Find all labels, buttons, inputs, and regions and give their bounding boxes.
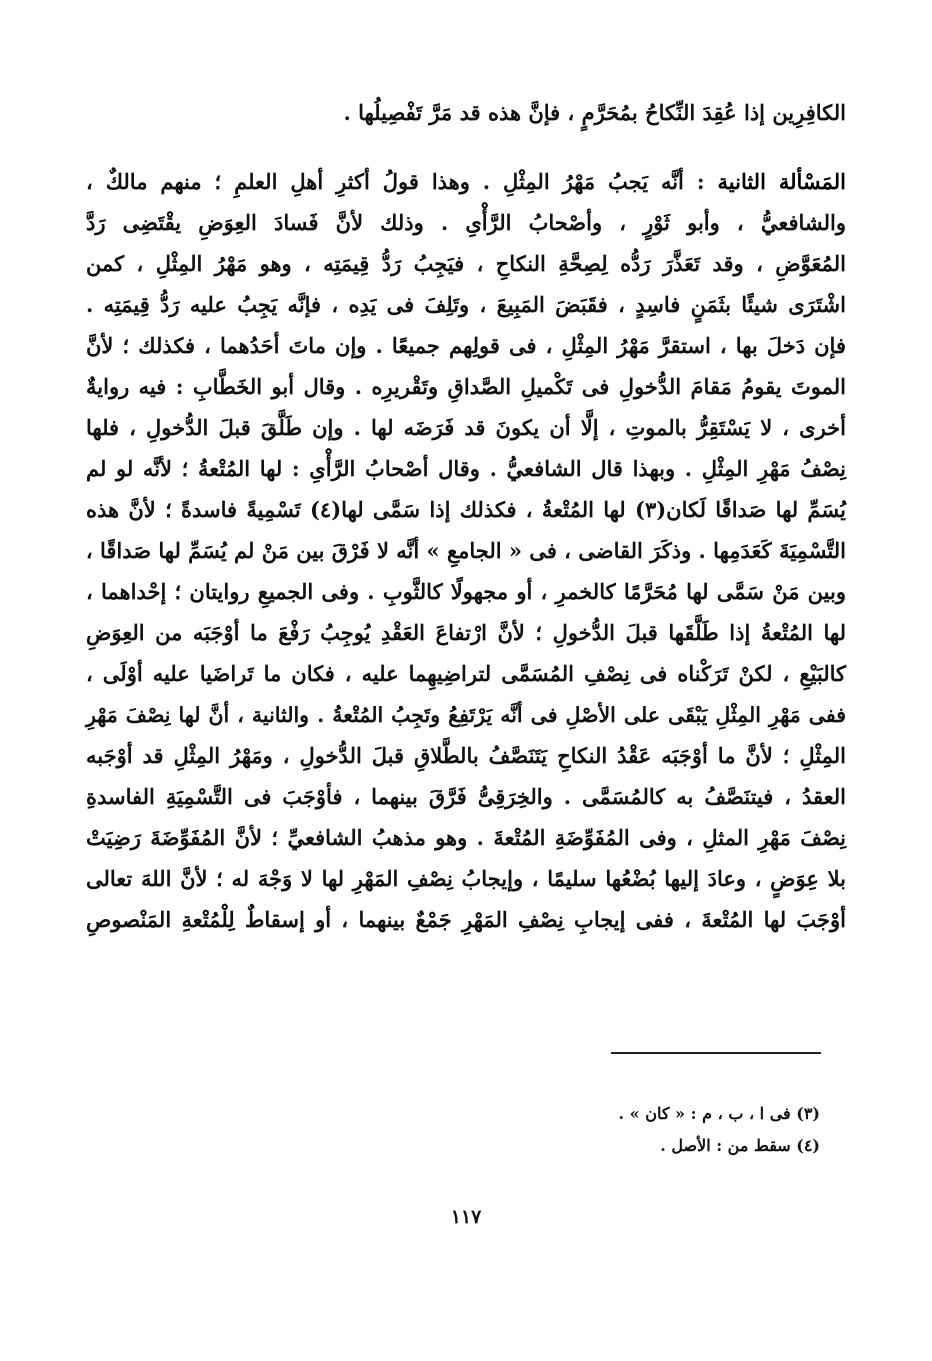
- paragraph-line: اشْتَرَى شيئًا بثَمَنٍ فاسِدٍ ، فقَبَضَ المَبِيعَ ، وتَلِفَ فى يَدِه ، فإنَّه يَجِبُ عليه رَدُّ قِيمَتِه .: [86, 292, 846, 317]
- paragraph-line: وبين مَنْ سَمَّى لها مُحَرَّمًا كالخمرِ ، أو مجهولًا كالثَّوبِ . وفى الجميعِ روايتان ؛ إحْداهما ،: [86, 579, 846, 604]
- paragraph-line: المُعَوَّضِ ، وقد تَعَذَّرَ رَدُّه لِصِحَّةِ النكاحِ ، فيَجِبُ رَدُّ قِيمَتِه ، وهو مَهْرُ المِثْلِ ، كمن: [86, 251, 846, 276]
- paragraph-line: فإن دَخلَ بها ، استقرَّ مَهْرُ المِثْلِ ، فى قولِهم جميعًا . وإن ماتَ أحَدُهما ، فكذلك ؛ لأنَّ: [86, 333, 846, 358]
- footnote-3: (٣) فى ا ، ب ، م : « كان » .: [618, 1104, 820, 1123]
- paragraph-line: : أنَّه يَجبُ مَهْرُ المِثْلِ . وهذا قولُ أكثرِ أهلِ العلمِ ؛ منهم مالكٌ ،: [86, 169, 718, 194]
- paragraph-line: ففى مَهْرِ المِثْلِ يَبْقَى على الأصْلِ فى أنَّه يَرْتَفِعُ وتَجِبُ المُتْعةُ . والثانية ، أنَّ لها نِصْفَ مَهْرِ: [86, 703, 846, 727]
- paragraph-first-line: [86, 165, 846, 199]
- paragraph-line: الموتَ يقومُ مَقامَ الدُّخولِ فى تَكْميلِ الصَّداقِ وتَقْريرِه . وقال أبو الخَطَّابِ : فيه روايةٌ: [86, 374, 846, 399]
- footnote-4: (٤) سقط من : الأصل .: [660, 1136, 820, 1155]
- top-line: الكافِرِين إذا عُقِدَ النِّكاحُ بمُحَرَّمٍ ، فإنَّ هذه قد مَرَّ تَفْصِيلُها .: [343, 100, 846, 125]
- paragraph-line: أخرى ، لا يَسْتَقِرُّ بالموتِ ، إلَّا أن يكونَ قد فَرَضَه لها . وإن طَلَّقَ قبلَ الدُّخولِ ، فلها: [86, 415, 846, 440]
- paragraph-line: يُسَمِّ لها صَداقًا لَكان(٣) لها المُتْعةُ ، فكذلك إذا سَمَّى لها(٤) تَسْمِيةً فاسدةً ؛ لأنَّ هذه: [86, 497, 846, 522]
- paragraph-line: كالبَيْعِ ، لكنْ تَرَكْناه فى نِصْفِ المُسَمَّى لتراضِيهِما عليه ، فكان ما تَراضَيا عليه أوْلَى ،: [86, 661, 846, 686]
- paragraph-line: التَّسْمِيَةَ كَعَدَمِها . وذكَرَ القاضى ، فى « الجامعِ » أنَّه لا فَرْقَ بين مَنْ لم يُسَمِّ لها صَداقًا ،: [85, 538, 846, 563]
- paragraph-line: نِصْفُ مَهْرِ المِثْلِ . وبهذا قال الشافعيُّ . وقال أصْحابُ الرَّأْىِ : لها المُتْعةُ ؛ لأنَّه لو لم: [86, 456, 846, 481]
- page-number: ١١٧: [450, 1206, 482, 1228]
- paragraph-line: والشافعيُّ ، وأبو ثَوْرٍ ، وأصْحابُ الرَّأْىِ . وذلك لأنَّ فَسادَ العِوَضِ يقْتَضِى رَدَّ: [86, 210, 846, 235]
- section-heading: المَسْألة الثانية: [717, 169, 846, 194]
- paragraph-line: العقدُ ، فيتنَصَّفُ به كالمُسَمَّى . والخِرَقِىُّ فَرَّقَ بينهما ، فأوْجَبَ فى التَّسْمِيَةِ الفاسدةِ: [86, 784, 846, 809]
- paragraph-line: نِصْفَ مَهْرِ المثلِ ، وفى المُفَوِّضَةِ المُتْعةَ . وهو مذهبُ الشافعيِّ ؛ لأنَّ المُفَوِّضَةَ رَضِيَتْ: [86, 825, 846, 850]
- paragraph-line: أوْجَبَ لها المُتْعةَ ، ففى إيجابِ نِصْفِ المَهْرِ جَمْعٌ بينهما ، أو إسقاطٌ لِلْمُتْعةِ المَنْصوصِ: [86, 907, 846, 932]
- paragraph-line: المِثْلِ ؛ لأنَّ ما أوْجَبَه عَقْدُ النكاحِ يَتَنَصَّفُ بالطَّلاقِ قبلَ الدُّخولِ ، ومَهْرُ المِثْلِ قد أوْجَبه: [86, 743, 846, 768]
- paragraph-line: لها المُتْعةُ إذا طَلَّقَها قبلَ الدُّخولِ ؛ لأنَّ ارْتفاعَ العَقْدِ يُوجِبُ رَفْعَ ما أوْجَبَه من العِوَضِ: [86, 620, 846, 645]
- paragraph-line: بلا عِوَضٍ ، وعادَ إليها بُضْعُها سليمًا ، وإيجابُ نِصْفِ المَهْرِ لها لا وَجْهَ له ؛ لأنَّ اللهَ تعالى: [86, 866, 846, 891]
- footnote-divider: [611, 1052, 821, 1054]
